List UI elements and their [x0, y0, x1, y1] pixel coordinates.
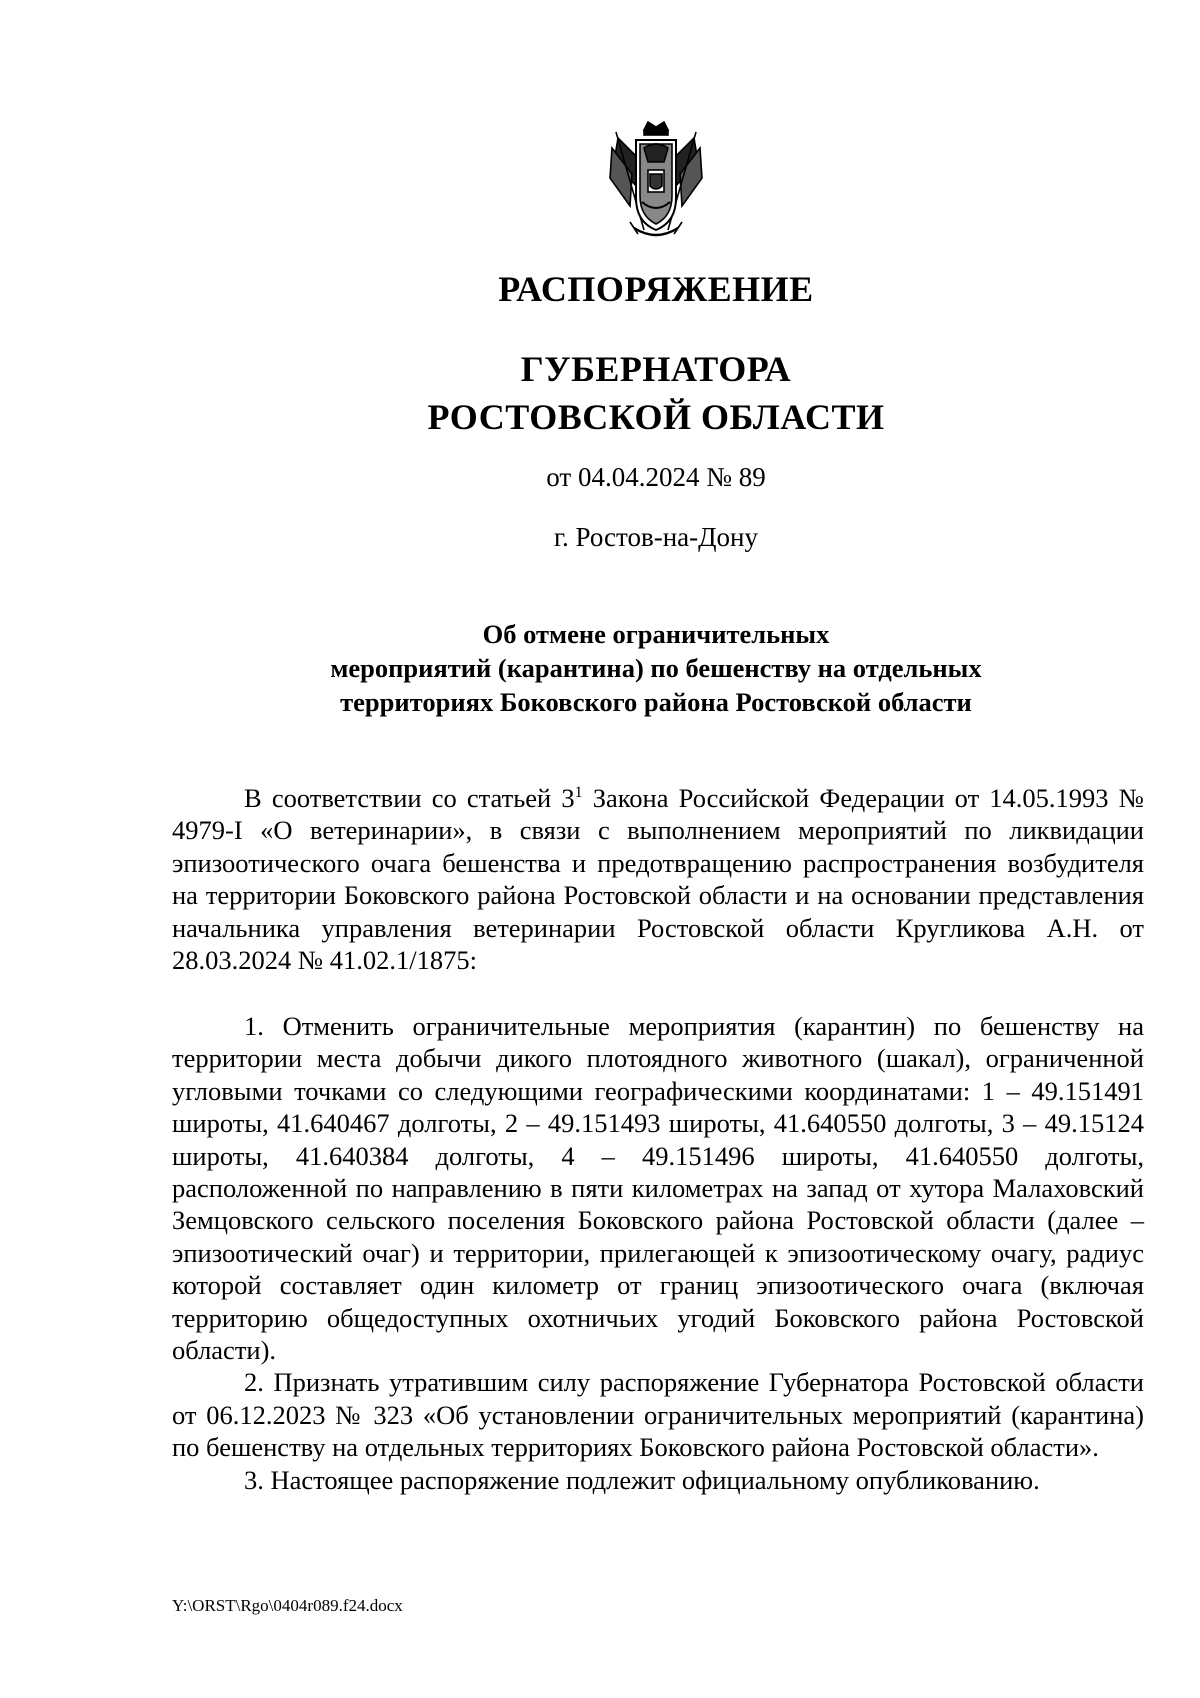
footer-file-path: Y:\ORST\Rgo\0404r089.f24.docx — [172, 1596, 403, 1615]
preamble-part-2: Закона Российской Федерации от 14.05.1993 № 4979-I «О ветеринарии», в связи с выполнением мероприятий по ликвидации эпизоотического очага бешенства и предотвращению распространения возбудителя на территории Боковского района Ростовской области и на основании представления начальника управления ветеринарии Ростовской области Кругликова А.Н. от 28.03.2024 № 41.02.1/1875: — [172, 783, 1144, 976]
order-item-3: 3. Настоящее распоряжение подлежит официальному опубликованию. — [244, 1464, 1040, 1495]
document-type-title: РАСПОРЯЖЕНИЕ — [498, 269, 814, 309]
subject-line-3: территориях Боковского района Ростовской области — [340, 687, 972, 717]
document-city: г. Ростов-на-Дону — [553, 522, 758, 552]
order-items — [172, 1010, 1144, 1496]
coat-of-arms-icon — [604, 118, 708, 244]
document-subject — [0, 617, 1200, 719]
article-superscript: 1 — [574, 784, 583, 802]
issuing-authority — [0, 345, 1200, 441]
authority-line-1: ГУБЕРНАТОРА — [520, 349, 792, 389]
preamble-paragraph — [172, 782, 1144, 976]
order-item-1: 1. Отменить ограничительные мероприятия (карантин) по бешенству на территории места добычи дикого плотоядного животного (шакал), ограниченной угловыми точками со следующими географическими координатами: 1 – 49.151491 широты, 41.640467 долготы, 2 – 49.151493 широты, 41.640550 долготы, 3 – 49.15124 широты, 41.640384 долготы, 4 – 49.151496 широты, 41.640550 долготы, расположенной по направлению в пяти километрах на запад от хутора Малаховский Земцовского сельского поселения Боковского района Ростовской области (далее – эпизоотический очаг) и территории, прилегающей к эпизоотическому очагу, радиус которой составляет один километр от границ эпизоотического очага (включая территорию общедоступных охотничьих угодий Боковского района Ростовской области). — [172, 1011, 1144, 1366]
subject-line-1: Об отмене ограничительных — [482, 619, 830, 649]
preamble-part-1: В соответствии со статьей 3 — [244, 783, 575, 813]
subject-line-2: мероприятий (карантина) по бешенству на отдельных — [330, 653, 982, 683]
authority-line-2: РОСТОВСКОЙ ОБЛАСТИ — [427, 397, 885, 437]
order-item-2: 2. Признать утратившим силу распоряжение Губернатора Ростовской области от 06.12.2023 № 323 «Об установлении ограничительных мероприятий (карантина) по бешенству на отдельных территориях Боковского района Ростовской области». — [172, 1367, 1144, 1463]
document-date-number: от 04.04.2024 № 89 — [546, 462, 766, 492]
